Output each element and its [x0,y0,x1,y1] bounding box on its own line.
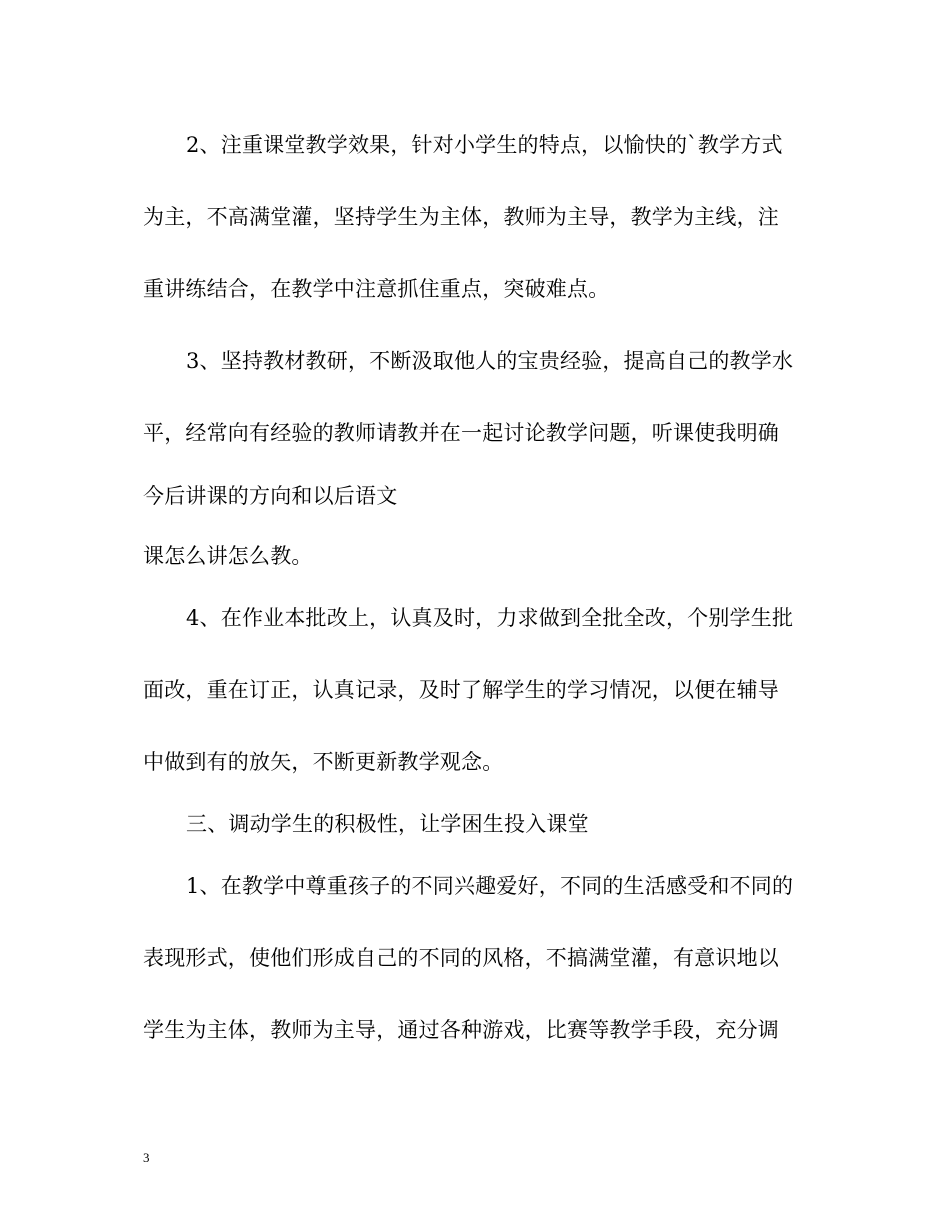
paragraph-4-line-2: 面改，重在订正，认真记录，及时了解学生的学习情况，以便在辅导 [143,678,779,702]
paragraph-3-line-2: 平，经常向有经验的教师请教并在一起讨论教学问题，听课使我明确 [143,421,779,445]
page-number: 3 [143,1150,150,1165]
paragraph-3-line-4: 课怎么讲怎么教。 [143,544,313,568]
paragraph-3-line-3: 今后讲课的方向和以后语文 [143,484,398,508]
paragraph-2-line-1: 2、注重课堂教学效果，针对小学生的特点，以愉快的`教学方式 [186,133,783,157]
paragraph-1-line-3: 学生为主体，教师为主导，通过各种游戏，比赛等教学手段，充分调 [143,1018,779,1042]
paragraph-2-line-2: 为主，不高满堂灌，坚持学生为主体，教师为主导，教学为主线，注 [143,205,779,229]
paragraph-2-line-3: 重讲练结合，在教学中注意抓住重点，突破难点。 [143,277,610,301]
paragraph-4-line-1: 4、在作业本批改上，认真及时，力求做到全批全改，个别学生批 [186,606,794,630]
section-heading: 三、调动学生的积极性，让学困生投入课堂 [186,812,589,836]
paragraph-4-line-3: 中做到有的放矢，不断更新教学观念。 [143,750,504,774]
paragraph-3-line-1: 3、坚持教材教研，不断汲取他人的宝贵经验，提高自己的教学水 [186,349,794,373]
paragraph-1-line-1: 1、在教学中尊重孩子的不同兴趣爱好，不同的生活感受和不同的 [186,874,794,898]
paragraph-1-line-2: 表现形式，使他们形成自己的不同的风格，不搞满堂灌，有意识地以 [143,946,779,970]
